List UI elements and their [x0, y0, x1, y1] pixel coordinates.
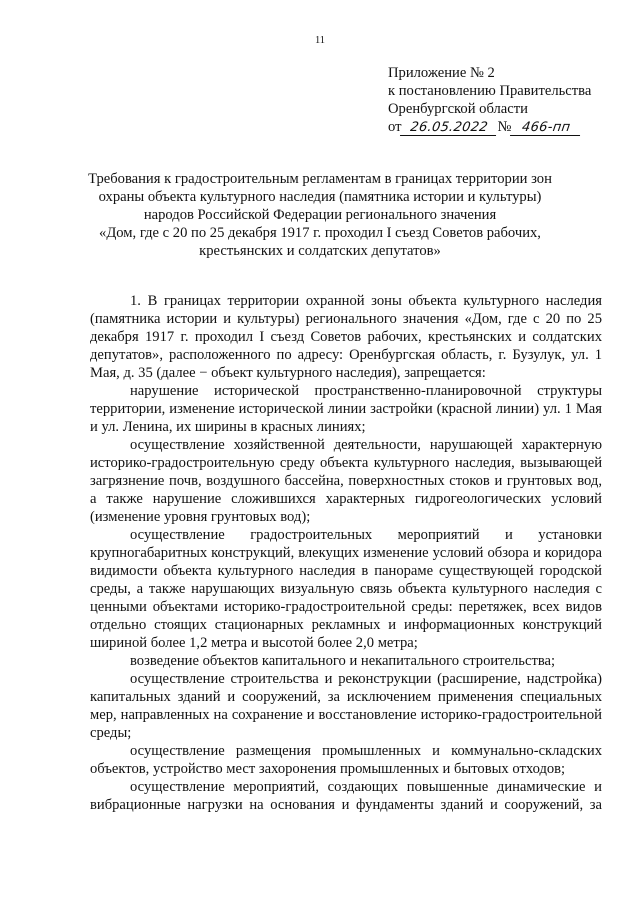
appendix-region-line: Оренбургской области	[388, 101, 528, 117]
title-line: Требования к градостроительным регламентам в границах территории зон	[88, 171, 552, 187]
title-line: народов Российской Федерации регионального значения	[143, 207, 497, 223]
body-paragraph: осуществление строительства и реконструкции (расширение, надстройка) капитальных зданий и сооружений, за исключением применения специальных мер, направленных на сохранение и восстановление историко-градостроительной среды;	[90, 671, 602, 741]
appendix-resolution-line: к постановлению Правительства	[388, 83, 592, 99]
title-line: охраны объекта культурного наследия (памятника истории и культуры)	[98, 189, 542, 205]
body-paragraph: осуществление размещения промышленных и коммунально-складских объектов, устройство мест захоронения промышленных и бытовых отходов;	[90, 743, 602, 777]
title-line: «Дом, где с 20 по 25 декабря 1917 г. проходил I съезд Советов рабочих,	[99, 225, 541, 241]
appendix-title: Приложение № 2	[388, 65, 495, 81]
handwritten-date: 26.05.2022	[400, 121, 498, 136]
document-body	[90, 292, 602, 814]
body-paragraph: нарушение исторической пространственно-планировочной структуры территории, изменение исторической линии застройки (красной линии) ул. 1 Мая и ул. Ленина, их ширины в красных линиях;	[90, 383, 602, 435]
page-number: 11	[314, 35, 326, 46]
date-prefix: от	[388, 119, 402, 135]
number-prefix: №	[497, 119, 512, 135]
appendix-header	[388, 64, 628, 136]
handwritten-number: 466-пп	[510, 121, 582, 136]
appendix-date-line	[388, 118, 628, 136]
title-line: крестьянских и солдатских депутатов»	[199, 243, 441, 259]
body-paragraph: возведение объектов капитального и некапитального строительства;	[130, 653, 556, 669]
body-paragraph: осуществление мероприятий, создающих повышенные динамические и вибрационные нагрузки на основания и фундаменты зданий и сооружений, за	[90, 779, 602, 813]
body-paragraph: осуществление хозяйственной деятельности, нарушающей характерную историко-градостроительную среду объекта культурного наследия, вызывающей загрязнение почв, воздушного бассейна, поверхностных стоков и грунтовых вод, а также нарушение сложившихся характерных гидрогеологических условий (изменение уровня грунтовых вод);	[90, 437, 602, 525]
body-paragraph: 1. В границах территории охранной зоны объекта культурного наследия (памятника истории и культуры) регионального значения «Дом, где с 20 по 25 декабря 1917 г. проходил I съезд Советов рабочих, крестьянских и солдатских депутатов», расположенного по адресу: Оренбургская область, г. Бузулук, ул. 1 Мая, д. 35 (далее − объект культурного наследия), запрещается:	[90, 293, 602, 381]
body-paragraph: осуществление градостроительных мероприятий и установки крупногабаритных конструкций, влекущих изменение условий обзора и коридора видимости объекта культурного наследия в панораме существующей городской среды, а также нарушающих визуальную связь объекта культурного наследия с ценными объектами историко-градостроительной среды: перетяжек, всех видов отдельно стоящих стационарных рекламных и информационных конструкций шириной более 1,2 метра и высотой более 2,0 метра;	[90, 527, 602, 651]
document-title	[60, 170, 580, 260]
